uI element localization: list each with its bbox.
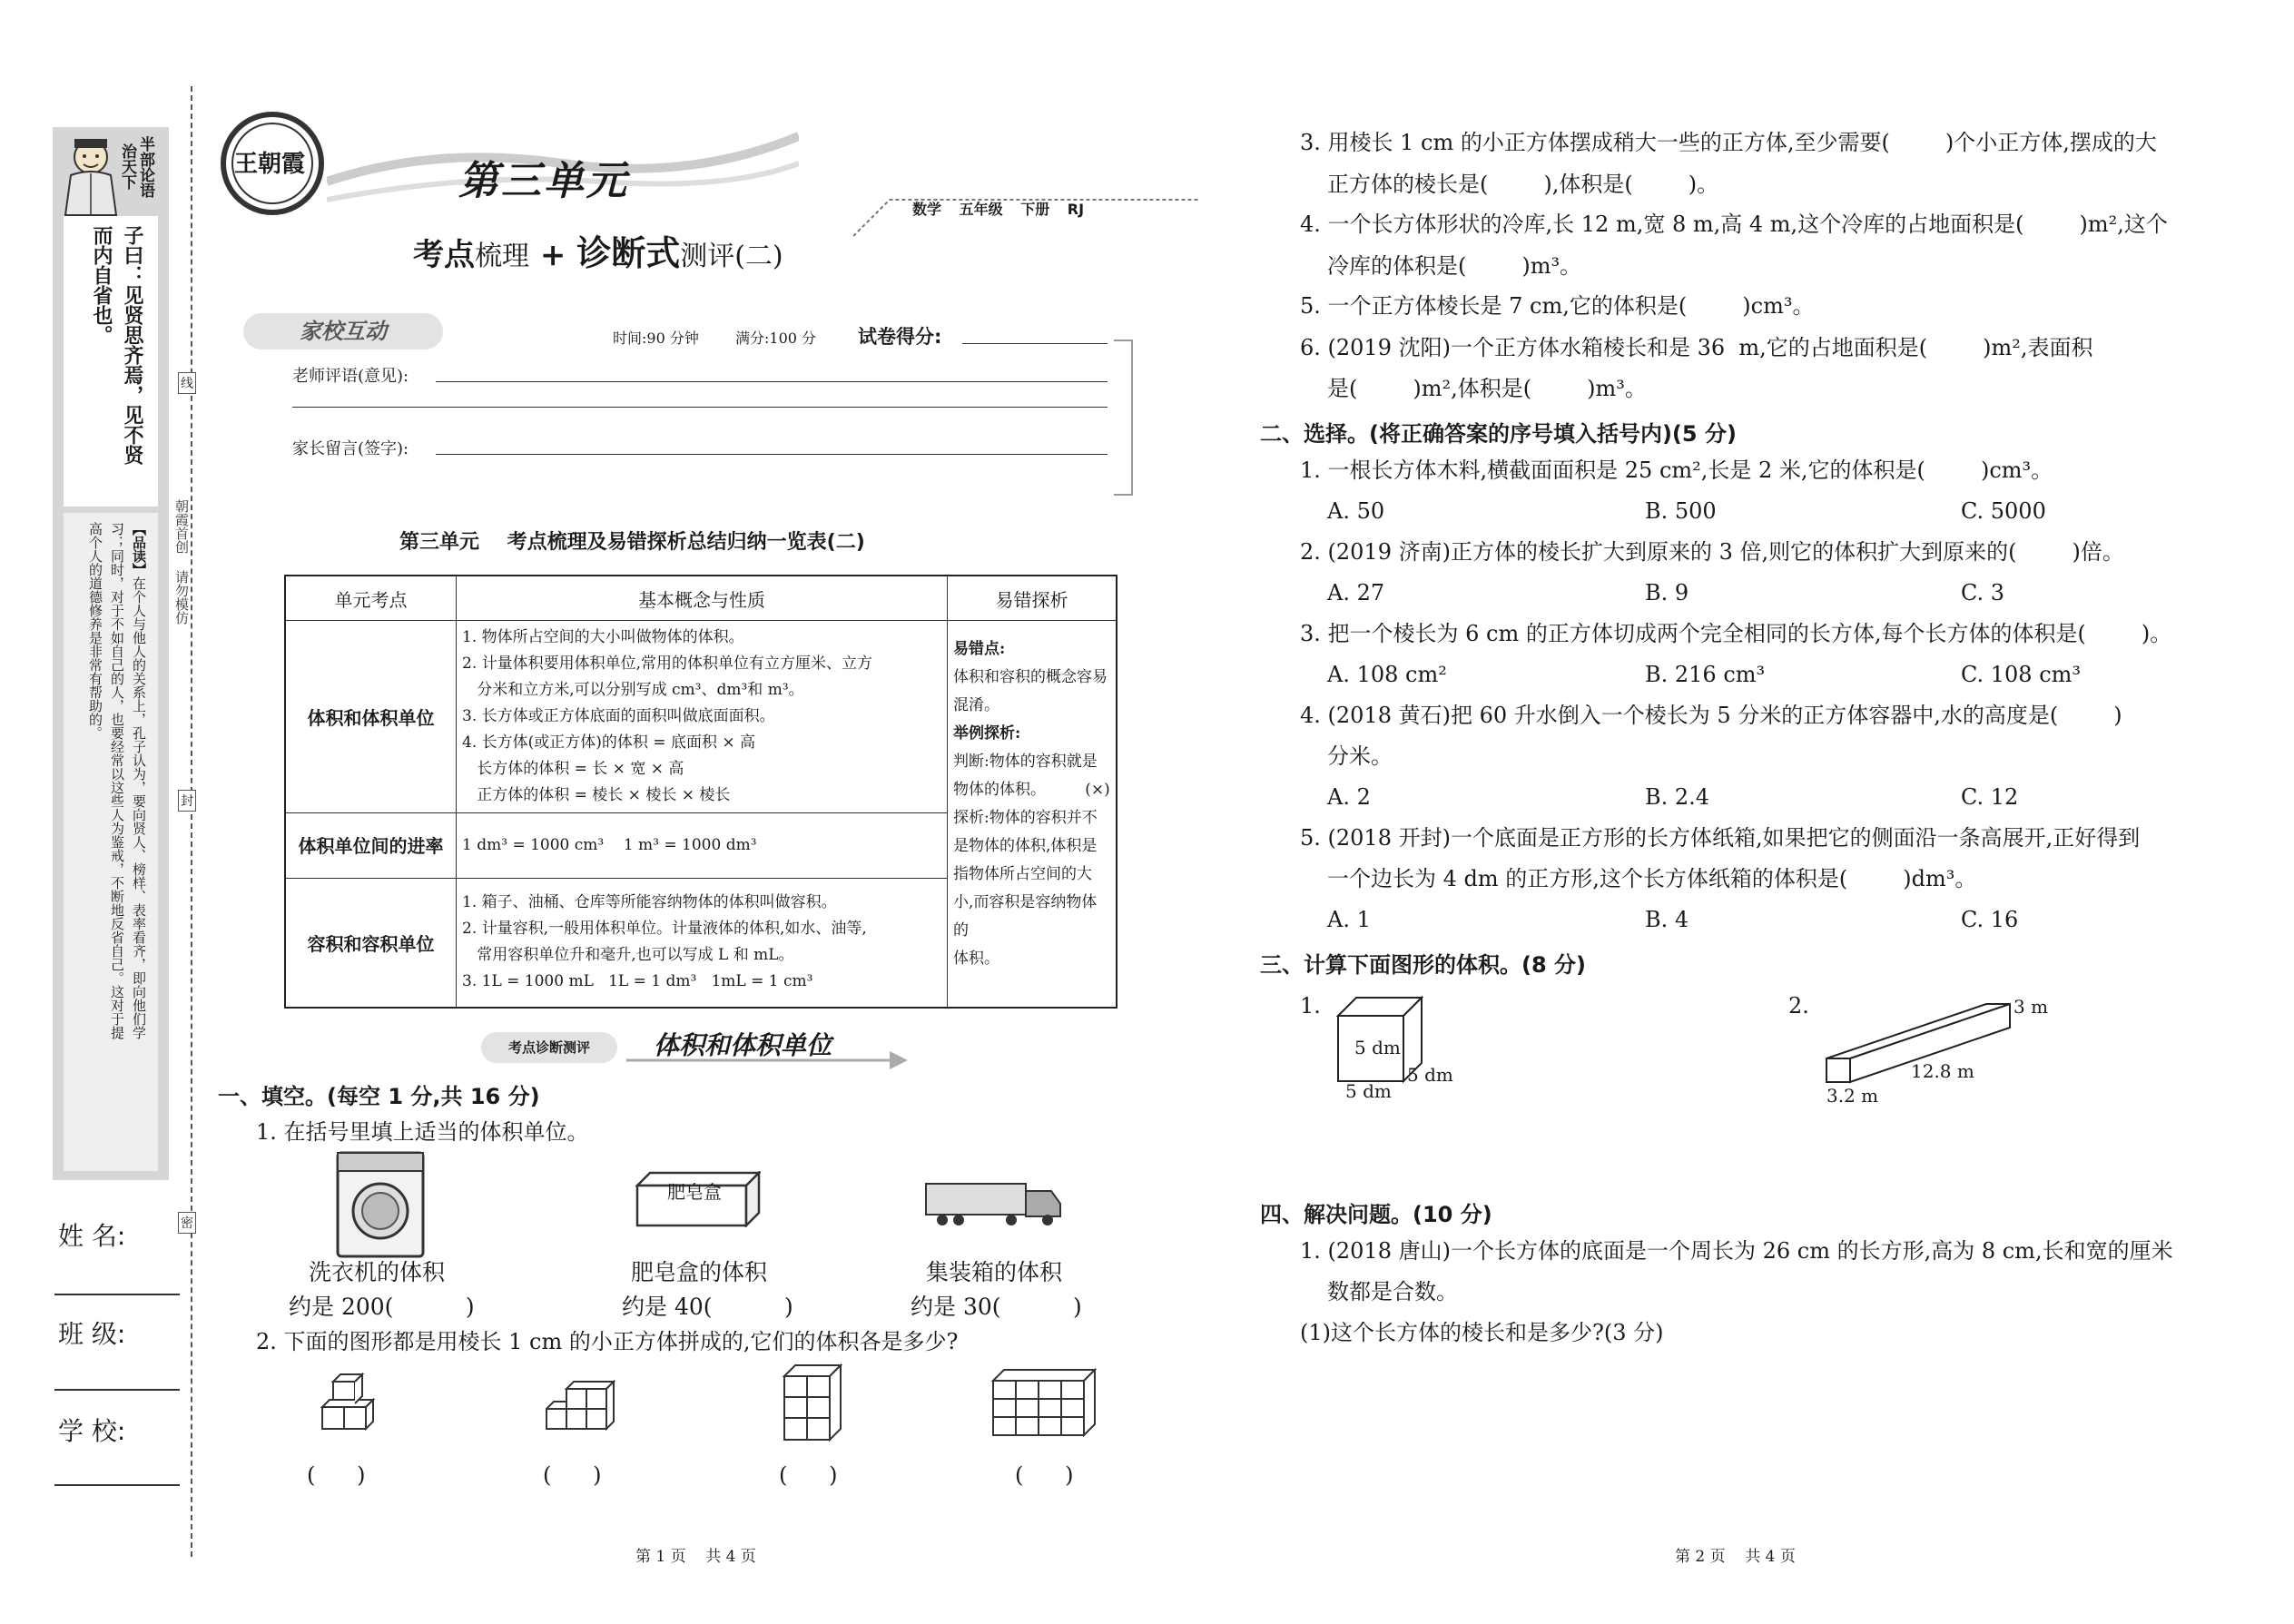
part1-q3-line1: 3. 用棱长 1 cm 的小正方体摆成稍大一些的正方体,至少需要( )个小正方体,摆成的大: [1300, 130, 2157, 155]
cut-line: [191, 86, 192, 1557]
part1-q5: 5. 一个正方体棱长是 7 cm,它的体积是( )cm³。: [1300, 293, 1815, 319]
score-field[interactable]: [962, 343, 1108, 344]
part1-q6-line1: 6. (2019 沈阳)一个正方体水箱棱长和是 36 m,它的占地面积是( )m²,表面积: [1300, 335, 2093, 360]
cube-figure-3: [781, 1362, 844, 1443]
banner-arrow: [626, 1044, 917, 1071]
page2-footer: 第 2 页 共 4 页: [1675, 1548, 1796, 1566]
page-subtitle: 考点梳理 + 诊断式测评(二): [413, 232, 783, 273]
fig2-height-label: 3 m: [2013, 996, 2049, 1018]
choice-q5-c[interactable]: C. 16: [1961, 907, 2019, 932]
choice-q5-b[interactable]: B. 4: [1645, 907, 1689, 932]
item-caption-container: 集装箱的体积: [926, 1259, 1063, 1285]
table-header-error: 易错探析: [948, 576, 1117, 621]
quote-line-1: 子曰：见贤思齐焉，见不贤: [121, 225, 143, 465]
fig1-side-label: 5 dm: [1407, 1064, 1453, 1086]
item-value-container: 约是 30( ): [911, 1294, 1082, 1320]
part1-title: 一、填空。(每空 1 分,共 16 分): [218, 1084, 540, 1109]
teacher-comment-field[interactable]: [436, 381, 1108, 382]
full-score-info: 满分:100 分: [735, 330, 817, 347]
comment-line-3: 高个人的道德修养是非常有帮助的。: [87, 522, 103, 740]
choice-q4-line2: 分米。: [1327, 743, 1393, 769]
school-field[interactable]: [54, 1484, 180, 1486]
choice-q5-a[interactable]: A. 1: [1327, 907, 1371, 932]
q2-blank-4[interactable]: ( ): [1015, 1462, 1074, 1488]
part4-q1-line2: 数都是合数。: [1327, 1279, 1458, 1304]
page1-footer: 第 1 页 共 4 页: [635, 1548, 756, 1566]
part1-q2: 2. 下面的图形都是用棱长 1 cm 的小正方体拼成的,它们的体积各是多少?: [256, 1329, 959, 1354]
cube-figure-1: [318, 1371, 381, 1439]
table-row: [285, 621, 1117, 813]
table-header-concept: 基本概念与性质: [457, 576, 948, 621]
choice-q2-c[interactable]: C. 3: [1961, 580, 2005, 605]
cut-mark-tight: 密: [178, 1212, 196, 1234]
topic-cell: 体积单位间的进率: [285, 813, 457, 879]
choice-q5-line2: 一个边长为 4 dm 的正方形,这个长方体纸箱的体积是( )dm³。: [1327, 866, 1977, 891]
motto-bottom: 治天下: [118, 143, 136, 190]
q2-blank-1[interactable]: ( ): [307, 1462, 366, 1488]
part4-q1-line1: 1. (2018 唐山)一个长方体的底面是一个周长为 26 cm 的长方形,高为 8 cm,长和宽的厘米: [1300, 1238, 2173, 1264]
comment-line-2: 习；同时，对于不如自己的人，也要经常以这些人为鉴戒，不断地反省自己。这对于提: [109, 522, 125, 1039]
topic-cell: 体积和体积单位: [285, 621, 457, 813]
item-caption-washer: 洗衣机的体积: [309, 1259, 446, 1285]
choice-q3-a[interactable]: A. 108 cm²: [1327, 662, 1447, 687]
bracket-decoration: [1109, 336, 1137, 499]
table-header-topic: 单元考点: [285, 576, 457, 621]
time-info: 时间:90 分钟: [613, 330, 699, 347]
cut-mark-seal: 封: [178, 790, 196, 812]
choice-q2: 2. (2019 济南)正方体的棱长扩大到原来的 3 倍,则它的体积扩大到原来的( )倍。: [1300, 539, 2124, 565]
concept-cell: 1 dm³ = 1000 cm³ 1 m³ = 1000 dm³: [457, 813, 948, 879]
part1-q3-line2: 正方体的棱长是( ),体积是( )。: [1327, 172, 1719, 197]
fig2-number: 2.: [1788, 993, 1809, 1019]
teacher-comment-line-2[interactable]: [292, 407, 1108, 408]
washing-machine-icon: [336, 1151, 425, 1258]
fig2-width-label: 3.2 m: [1826, 1085, 1879, 1107]
score-label: 试卷得分:: [858, 326, 942, 348]
home-school-label: 家校互动: [243, 313, 443, 349]
item-caption-soap: 肥皂盒的体积: [631, 1259, 768, 1285]
item-value-washer: 约是 200( ): [289, 1294, 475, 1320]
unit-title: 第三单元: [458, 158, 629, 204]
fig1-number: 1.: [1300, 993, 1321, 1019]
q2-blank-2[interactable]: ( ): [543, 1462, 602, 1488]
comment-label: 【品读】: [131, 522, 147, 576]
cube-figure-2: [543, 1371, 617, 1439]
name-label: 姓 名:: [58, 1221, 126, 1251]
fig1-front-label: 5 dm: [1354, 1037, 1401, 1058]
fig2-length-label: 12.8 m: [1911, 1060, 1974, 1082]
container-truck-icon: [924, 1180, 1062, 1227]
concept-cell: 1. 物体所占空间的大小叫做物体的体积。 2. 计量体积要用体积单位,常用的体积单位有立方厘米、立方 分米和立方米,可以分别写成 cm³、dm³和 m³。 3. 长方体或正方体底面的面积叫做底面面积。 4. 长方体(或正方体)的体积 = 底面积 × 高 长方体的体积 = 长 × 宽 × 高 正方体的体积 = 棱长 × 棱长 × 棱长: [457, 621, 948, 813]
choice-q1: 1. 一根长方体木料,横截面面积是 25 cm²,长是 2 米,它的体积是( )cm³。: [1300, 458, 2053, 483]
choice-q4-b[interactable]: B. 2.4: [1645, 784, 1710, 810]
confucius-cartoon-icon: [54, 132, 127, 218]
choice-q5: 5. (2018 开封)一个底面是正方形的长方体纸箱,如果把它的侧面沿一条高展开,正好得到: [1300, 825, 2141, 851]
section-banner-right: 体积和体积单位: [654, 1030, 832, 1060]
brand-name: 王朝霞: [234, 151, 306, 178]
school-label: 学 校:: [58, 1416, 126, 1446]
table-header-row: [285, 576, 1117, 621]
choice-q1-c[interactable]: C. 5000: [1961, 498, 2046, 524]
choice-q4-a[interactable]: A. 2: [1327, 784, 1371, 810]
name-field[interactable]: [54, 1294, 180, 1295]
choice-q2-a[interactable]: A. 27: [1327, 580, 1385, 605]
soap-box-label: 肥皂盒: [667, 1181, 722, 1203]
part4-title: 四、解决问题。(10 分): [1260, 1202, 1492, 1227]
choice-q1-a[interactable]: A. 50: [1327, 498, 1385, 524]
summary-table: [284, 575, 1117, 1009]
topic-cell: 容积和容积单位: [285, 879, 457, 1008]
part1-q6-line2: 是( )m²,体积是( )m³。: [1327, 376, 1647, 401]
teacher-comment-label: 老师评语(意见):: [292, 367, 409, 386]
part4-sub1: (1)这个长方体的棱长和是多少?(3 分): [1300, 1320, 1664, 1345]
subject-tags: 数学 五年级 下册 RJ: [912, 201, 1085, 218]
error-cell: 易错点: 体积和容积的概念容易 混淆。 举例探析: 判断:物体的容积就是 物体的体积。 (×) 探析:物体的容积并不 是物体的体积,体积是 指物体所占空间的大 小,而容积是容纳物体的 体积。: [948, 621, 1117, 1008]
copyright-note: 朝霞首创 请勿模仿: [173, 499, 190, 625]
choice-q3: 3. 把一个棱长为 6 cm 的正方体切成两个完全相同的长方体,每个长方体的体积是( )。: [1300, 621, 2172, 646]
part1-q4-line2: 冷库的体积是( )m³。: [1327, 253, 1582, 279]
choice-q1-b[interactable]: B. 500: [1645, 498, 1717, 524]
choice-q4-c[interactable]: C. 12: [1961, 784, 2019, 810]
comment-line-1: 【品读】在个人与他人的关系上，孔子认为，要向贤人、榜样、表率看齐，即向他们学: [131, 522, 147, 1039]
cube-figure-4: [989, 1366, 1098, 1439]
summary-table-title: 第三单元 考点梳理及易错探析总结归纳一览表(二): [399, 531, 865, 554]
parent-note-label: 家长留言(签字):: [292, 439, 409, 458]
section-banner-left: 考点诊断测评: [481, 1032, 617, 1063]
part2-title: 二、选择。(将正确答案的序号填入括号内)(5 分): [1260, 421, 1737, 447]
parent-note-field[interactable]: [436, 454, 1108, 455]
q2-blank-3[interactable]: ( ): [779, 1462, 838, 1488]
fig1-bottom-label: 5 dm: [1345, 1080, 1392, 1102]
choice-q4: 4. (2018 黄石)把 60 升水倒入一个棱长为 5 分米的正方体容器中,水的高度是( ): [1300, 703, 2122, 728]
quote-line-2: 而内自省也。: [90, 225, 113, 345]
item-value-soap: 约是 40( ): [622, 1294, 793, 1320]
class-field[interactable]: [54, 1389, 180, 1391]
cut-mark-line: 线: [178, 372, 196, 394]
class-label: 班 级:: [58, 1319, 126, 1349]
concept-cell: 1. 箱子、油桶、仓库等所能容纳物体的体积叫做容积。 2. 计量容积,一般用体积单位。计量液体的体积,如水、油等, 常用容积单位升和毫升,也可以写成 L 和 mL。 3. 1L = 1000 mL 1L = 1 dm³ 1mL = 1 cm³: [457, 879, 948, 1008]
choice-q3-c[interactable]: C. 108 cm³: [1961, 662, 2082, 687]
part3-title: 三、计算下面图形的体积。(8 分): [1260, 952, 1586, 978]
choice-q3-b[interactable]: B. 216 cm³: [1645, 662, 1766, 687]
part1-q1: 1. 在括号里填上适当的体积单位。: [256, 1119, 589, 1145]
motto-top: 半部论语: [136, 136, 154, 198]
choice-q2-b[interactable]: B. 9: [1645, 580, 1689, 605]
part1-q4-line1: 4. 一个长方体形状的冷库,长 12 m,宽 8 m,高 4 m,这个冷库的占地面积是( )m²,这个: [1300, 212, 2168, 237]
